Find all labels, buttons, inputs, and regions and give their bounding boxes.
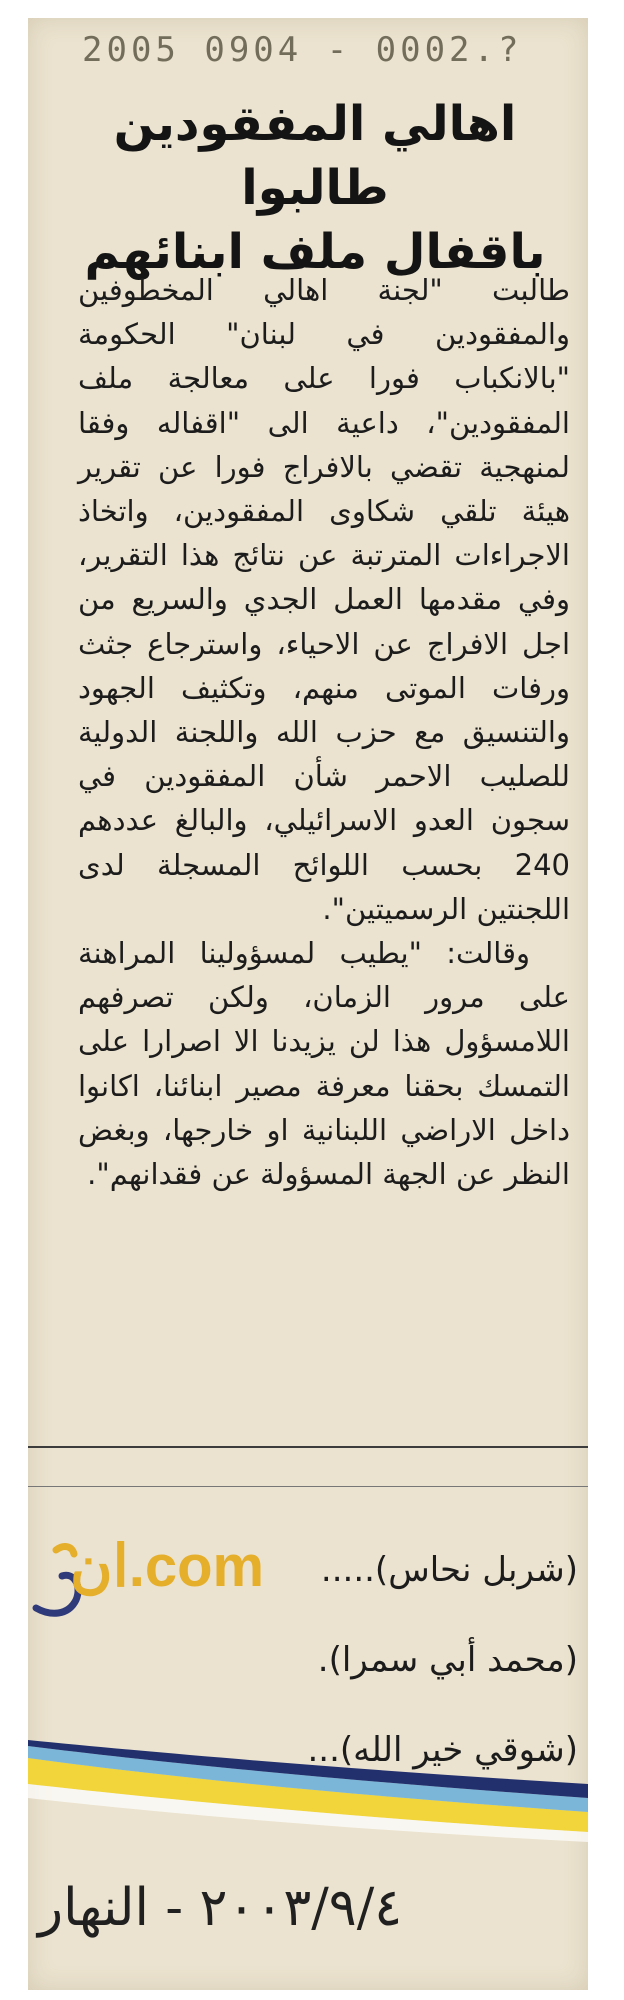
- section-divider: [28, 1446, 588, 1448]
- headline-line-1: اهالي المفقودين طالبوا: [113, 96, 517, 216]
- headline: [60, 92, 570, 284]
- credit-line-1: (شربل نحاس).....: [320, 1550, 578, 1590]
- brand-text: ان.com: [70, 1534, 265, 1599]
- archive-stamp: 2005 0904 - 0002.?: [82, 30, 523, 70]
- credit-line-2: (محمد أبي سمرا).: [317, 1640, 578, 1680]
- decorative-color-band: [28, 1740, 588, 1850]
- credit-line-3: (شوقي خير الله)...: [307, 1730, 578, 1770]
- article-body: [78, 268, 570, 1196]
- headline-line-2: باقفال ملف ابنائهم: [84, 224, 546, 280]
- article-paragraph-2: وقالت: "يطيب لمسؤولينا المراهنة على مرور الزمان، ولكن تصرفهم اللامسؤول هذا لن يزيدنا الا اصرارا على التمسك بحقنا معرفة مصير ابنائنا، اكانوا داخل الاراضي اللبنانية او خارجها، وبغض النظر عن الجهة المسؤولة عن فقدانهم".: [78, 936, 570, 1192]
- section-divider-thin: [28, 1486, 588, 1487]
- handwritten-date-note: ٢٠٠٣/٩/٤ - النهار: [38, 1878, 403, 1938]
- article-paragraph-1: طالبت "لجنة اهالي المخطوفين والمفقودين في لبنان" الحكومة "بالانكباب فورا على معالجة ملف المفقودين"، داعية الى "اقفاله وفقا لمنهجية تقضي بالافراج فورا عن تقرير هيئة تلقي شكاوى المفقودين، واتخاذ الاجراءات المترتبة عن نتائج هذا التقرير، وفي مقدمها العمل الجدي والسريع من اجل الافراج عن الاحياء، واسترجاع جثث ورفات الموتى منهم، وتكثيف الجهود والتنسيق مع حزب الله واللجنة الدولية للصليب الاحمر شأن المفقودين في سجون العدو الاسرائيلي، والبالغ عددهم 240 بحسب اللوائح المسجلة لدى اللجنتين الرسميتين".: [78, 273, 570, 926]
